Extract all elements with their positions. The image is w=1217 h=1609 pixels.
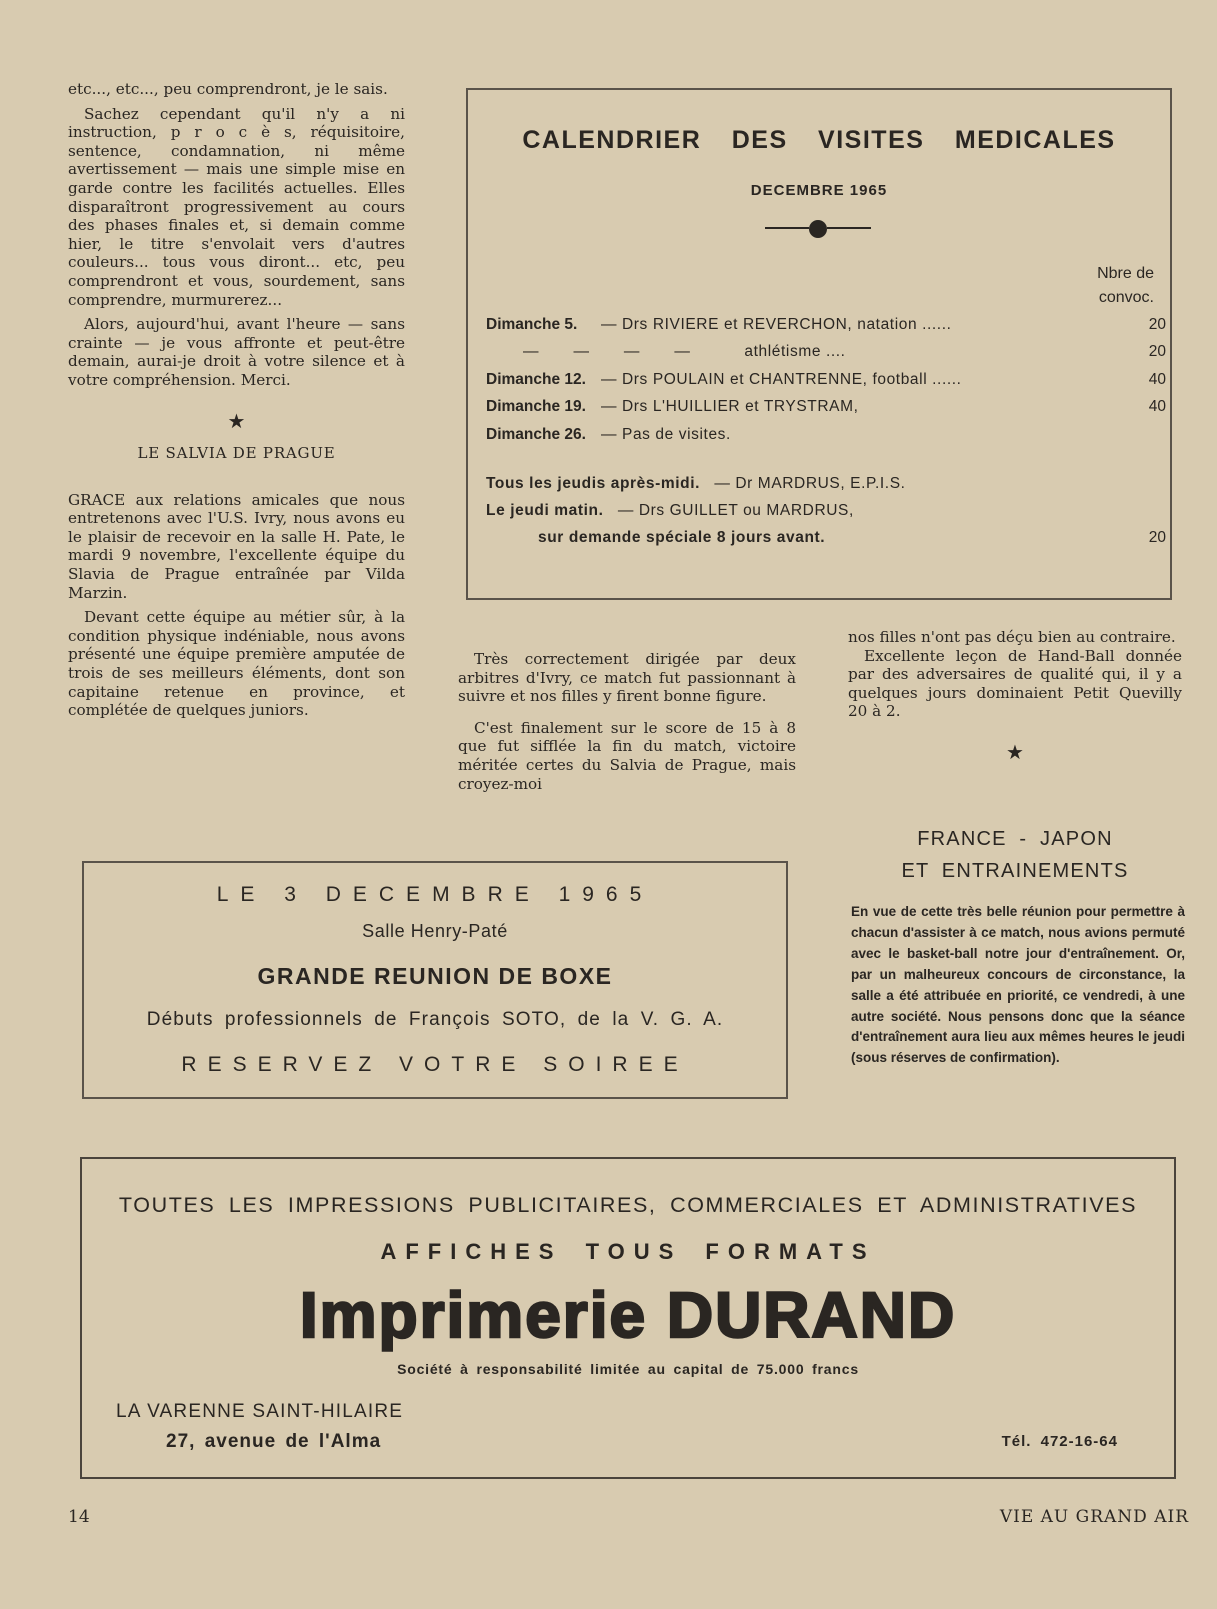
ad-services: TOUTES LES IMPRESSIONS PUBLICITAIRES, COMMERCIALES ET ADMINISTRATIVES xyxy=(118,1193,1138,1217)
printer-advertisement xyxy=(80,1157,1176,1479)
middle-column xyxy=(458,650,796,806)
paragraph: GRACE aux relations amicales que nous entretenons avec l'U.S. Ivry, nous avons eu le plaisir de recevoir en la salle H. Pate, le mardi 9 novembre, l'excellente équipe du Slavia de Prague entraînée par Vilda Marzin. xyxy=(68,490,405,602)
ad-company: Société à responsabilité limitée au capital de 75.000 francs xyxy=(397,1361,859,1377)
paragraph: C'est finalement sur le score de 15 à 8 que fut sifflée la fin du match, victoire méritée certes du Salvia de Prague, mais croyez-moi xyxy=(458,718,796,793)
right-column xyxy=(848,628,1182,762)
boxing-reserve: RESERVEZ VOTRE SOIREE xyxy=(181,1053,689,1076)
ad-phone: Tél. 472-16-64 xyxy=(1001,1433,1118,1450)
boxing-debut: Débuts professionnels de François SOTO, de la V. G. A. xyxy=(146,1009,724,1030)
page-number: 14 xyxy=(68,1507,90,1527)
count-column-header: Nbre de convoc. xyxy=(1097,265,1154,306)
left-column xyxy=(68,80,405,726)
magazine-title: VIE AU GRAND AIR xyxy=(999,1507,1189,1527)
france-japon-body: En vue de cette très belle réunion pour permettre à chacun d'assister à ce match, nous avions permuté avec le basket-ball notre jour d'entraînement. Or, par un malheureux concours de circonstance, la salle a été attribuée en priorité, ce vendredi, à une autre société. Nous pensons donc que la séance d'entraînement aura lieu aux mêmes heures le jeudi (sous réserves de confirmation). xyxy=(851,904,1185,1066)
paragraph: Devant cette équipe au métier sûr, à la condition physique indéniable, nous avons présenté une équipe première amputée de trois de ses meilleurs éléments, dont son capitaine retenue en province, et complétée de quelques juniors. xyxy=(68,608,405,720)
paragraph: Alors, aujourd'hui, avant l'heure — sans crainte — je vous affronte et peut-être demain, aurai-je droit à votre silence et à votre compréhension. Merci. xyxy=(68,315,405,389)
salvia-heading: LE SALVIA DE PRAGUE xyxy=(137,444,336,463)
ad-formats: AFFICHES TOUS FORMATS xyxy=(380,1239,876,1264)
paragraph: Très correctement dirigée par deux arbitres d'Ivry, ce match fut passionnant à suivre et nos filles y firent bonne figure. xyxy=(458,650,796,706)
ad-address: 27, avenue de l'Alma xyxy=(166,1431,382,1452)
paragraph: nos filles n'ont pas déçu bien au contraire. xyxy=(848,628,1176,646)
star-icon: ★ xyxy=(1006,739,1024,764)
paragraph: Excellente leçon de Hand-Ball donnée par des adversaires de qualité qui, il y a quelques jours dominaient Petit Quevilly 20 à 2. xyxy=(848,646,1182,721)
paragraph: Sachez cependant qu'il n'y a ni instruction, p r o c è s, réquisitoire, sentence, condamnation, ni même avertissement — mais une simple mise en garde contre les facilités actuelles. Elles disparaîtront progressivement au cours des phases finales et, si demain comme hier, le titre s'envolait vers d'autres couleurs... tous vous diront... etc, peu comprendront et vous, sourdement, sans comprendre, murmurerez... xyxy=(68,104,405,309)
paragraph: etc..., etc..., peu comprendront, je le sais. xyxy=(68,80,388,98)
medical-calendar-box: CALENDRIER DES VISITES MEDICALES DECEMBRE 1965 Nbre de convoc. Dimanche 5. — Drs RIVIERE et REVERCHON, natation ...... 20 — — — — athlétisme .... 20 Dimanche 12. — Drs POULAIN et CHANTRENNE, football ...... 40 Dimanche 19. — Drs L'HUILLIER et TRYSTRAM, 40 Dimanche 26. — Pas de visites. Tous les jeudis après-midi. — Dr MARDRUS, E.P.I.S. Le jeudi matin. — Drs GUILLET ou MARDRUS, sur demande spéciale 8 jours avant. 20 xyxy=(466,88,1172,600)
thursday-morning-row: Le jeudi matin. — Drs GUILLET ou MARDRUS, xyxy=(486,502,854,519)
ad-city: LA VARENNE SAINT-HILAIRE xyxy=(116,1401,404,1422)
calendar-title: CALENDRIER DES VISITES MEDICALES xyxy=(522,126,1116,154)
boxing-headline: GRANDE REUNION DE BOXE xyxy=(257,963,613,989)
france-japon-heading: FRANCE - JAPON ET ENTRAINEMENTS xyxy=(901,828,1129,882)
special-request-row: sur demande spéciale 8 jours avant. xyxy=(538,529,826,546)
boxing-announcement-box xyxy=(82,861,788,1099)
boxing-date: LE 3 DECEMBRE 1965 xyxy=(216,883,654,906)
calendar-subtitle: DECEMBRE 1965 xyxy=(750,182,888,199)
boxing-venue: Salle Henry-Paté xyxy=(362,921,508,941)
star-icon: ★ xyxy=(227,408,246,433)
ad-brand: Imprimerie DURAND xyxy=(299,1279,957,1351)
ornament-divider xyxy=(765,220,875,236)
thursday-afternoon-row: Tous les jeudis après-midi. — Dr MARDRUS, E.P.I.S. xyxy=(486,475,906,492)
